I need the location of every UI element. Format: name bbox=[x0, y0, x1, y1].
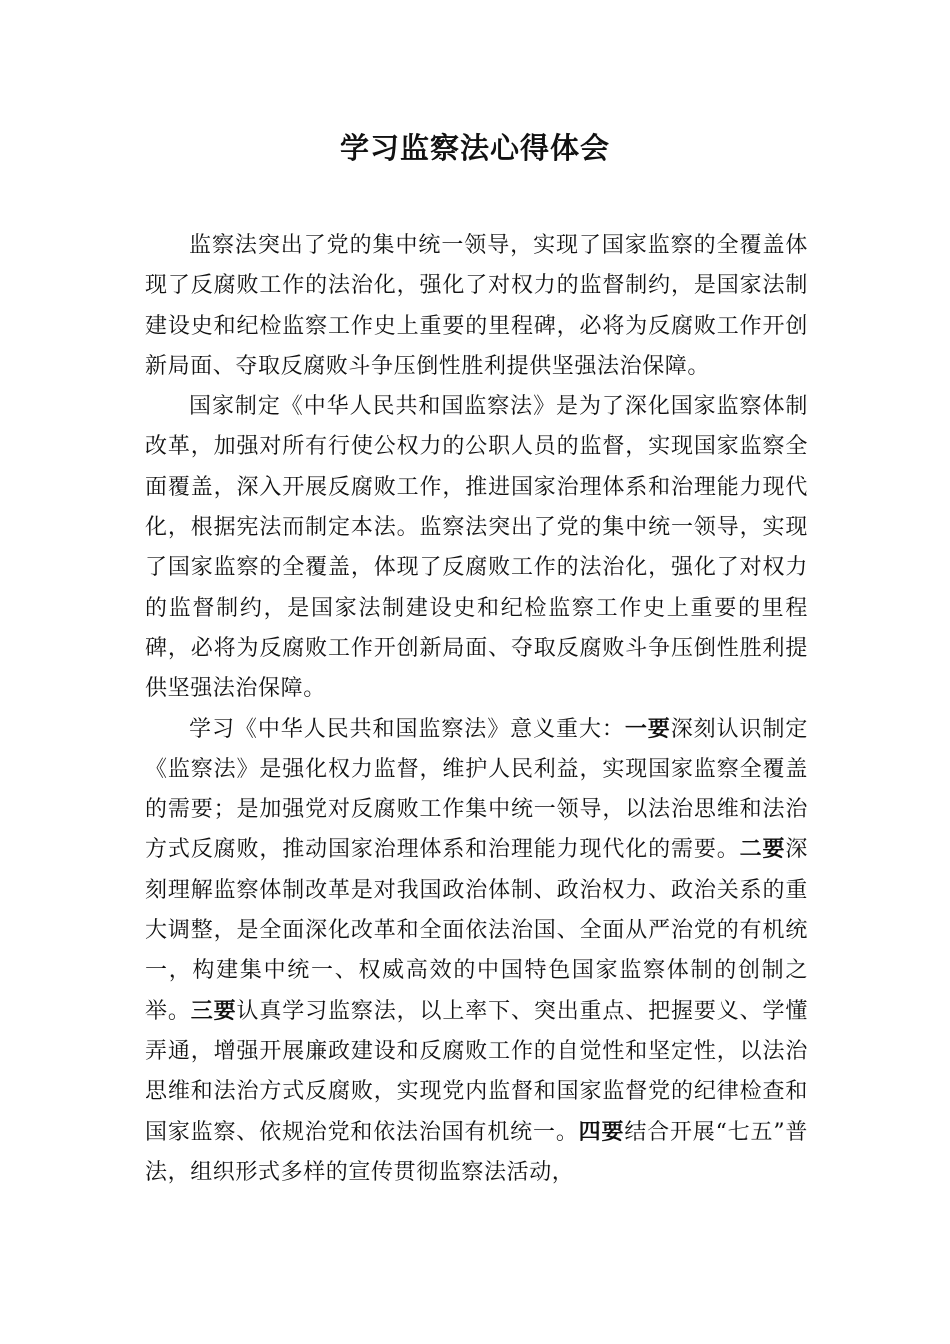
keyword-second: 二要 bbox=[739, 837, 786, 863]
document-title: 学习监察法心得体会 bbox=[339, 131, 610, 165]
paragraph-1-text: 监察法突出了党的集中统一领导，实现了国家监察的全覆盖体现了反腐败工作的法治化，强化了对权力的监督制约，是国家法制建设史和纪检监察工作史上重要的里程碑，必将为反腐败工作开创新局面、夺取反腐败斗争压倒性胜利提供坚强法治保障。 bbox=[145, 233, 808, 379]
paragraph-3-point-4: 结合开展“七五”普法，组织形式多样的宣传贯彻监察法活动， bbox=[145, 1119, 808, 1185]
keyword-first: 一要 bbox=[624, 716, 671, 742]
keyword-third: 三要 bbox=[190, 998, 237, 1024]
paragraph-2 bbox=[145, 387, 808, 709]
document-body bbox=[145, 226, 808, 1193]
paragraph-3-point-3: 认真学习监察法，以上率下、突出重点、把握要义、学懂弄通，增强开展廉政建设和反腐败工作的自觉性和坚定性，以法治思维和法治方式反腐败，实现党内监督和国家监督党的纪律检查和国家监察、依规治党和依法治国有机统一。 bbox=[145, 998, 808, 1145]
paragraph-2-text: 国家制定《中华人民共和国监察法》是为了深化国家监察体制改革，加强对所有行使公权力的公职人员的监督，实现国家监察全面覆盖，深入开展反腐败工作，推进国家治理体系和治理能力现代化，根据宪法而制定本法。监察法突出了党的集中统一领导，实现了国家监察的全覆盖，体现了反腐败工作的法治化，强化了对权力的监督制约，是国家法制建设史和纪检监察工作史上重要的里程碑，必将为反腐败工作开创新局面、夺取反腐败斗争压倒性胜利提供坚强法治保障。 bbox=[145, 394, 808, 702]
paragraph-3 bbox=[145, 710, 808, 1194]
paragraph-3-point-1: 深刻认识制定《监察法》是强化权力监督，维护人民利益，实现国家监察全覆盖的需要；是加强党对反腐败工作集中统一领导，以法治思维和法治方式反腐败，推动国家治理体系和治理能力现代化的需要。 bbox=[145, 716, 809, 863]
keyword-fourth: 四要 bbox=[578, 1119, 625, 1145]
paragraph-1 bbox=[145, 226, 808, 387]
paragraph-3-intro: 学习《中华人民共和国监察法》意义重大： bbox=[189, 716, 625, 742]
paragraph-3-point-2: 深刻理解监察体制改革是对我国政治体制、政治权力、政治关系的重大调整，是全面深化改革和全面依法治国、全面从严治党的有机统一，构建集中统一、权威高效的中国特色国家监察体制的创制之举。 bbox=[145, 837, 808, 1024]
